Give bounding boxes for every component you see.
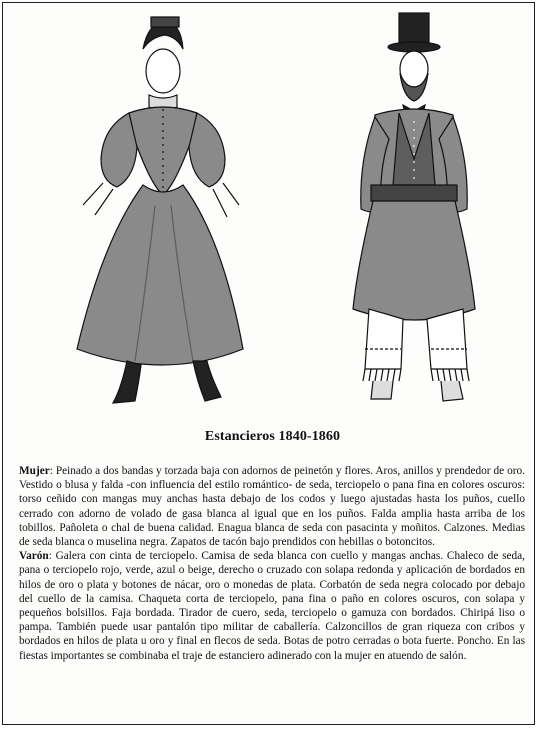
document-page <box>2 2 535 725</box>
term-mujer: Mujer <box>19 465 50 477</box>
man-figure <box>353 13 475 401</box>
description-text <box>19 464 525 663</box>
paragraph-varon <box>19 549 525 663</box>
figure-caption: Estancieros 1840-1860 <box>204 429 341 444</box>
woman-figure <box>77 17 243 403</box>
paragraph-mujer <box>19 464 525 549</box>
mujer-description: : Peinado a dos bandas y torzada baja con adornos de peinetón y flores. Aros, anillos y prendedor de oro. Vestido o blusa y falda -con influencia del estilo romántico- de seda, terciopelo o pana fina en colores oscuros: torso ceñido con mangas muy anchas hasta debajo de los codos y luego ajustadas hasta los puños, cuello cerrado con adorno de volado de gasa blanca al igual que en los puños. Falda amplia hasta arriba de los tobillos. Pañoleta o chal de buena calidad. Enagua blanca de seda con pasacinta y moñitos. Calzones. Medias de seda blanca o muselina negra. Zapatos de tacón bajo prendidos con hebillas o botoncitos. <box>19 465 525 549</box>
term-varon: Varón <box>19 550 49 563</box>
varon-description: : Galera con cinta de terciopelo. Camisa de seda blanca con cuello y mangas anchas. Chaleco de seda, pana o terciopelo rojo, verde, azul o beige, derecho o cruzado con solapa redonda y aplicación de bordados en hilos de oro o plata y botones de nácar, oro o monedas de plata. Corbatón de seda negra colocado por debajo del cuello de la camisa. Chaqueta corta de terciopelo, pana fina o paño en colores oscuros, con solapa y pequeños bolsillos. Faja bordada. Tirador de cuero, seda, terciopelo o gamuza con bordados. Chiripá liso o pampa. También puede usar pantalón tipo militar de caballería. Calzoncillos de gran riqueza con cribos y bordados en hilos de plata u oro y final en flecos de seda. Botas de potro cerradas o bota fuerte. Poncho. En las fiestas importantes se combinaba el traje de estanciero adinerado con la mujer en atuendo de salón. <box>19 550 525 662</box>
costume-illustration <box>43 9 513 419</box>
